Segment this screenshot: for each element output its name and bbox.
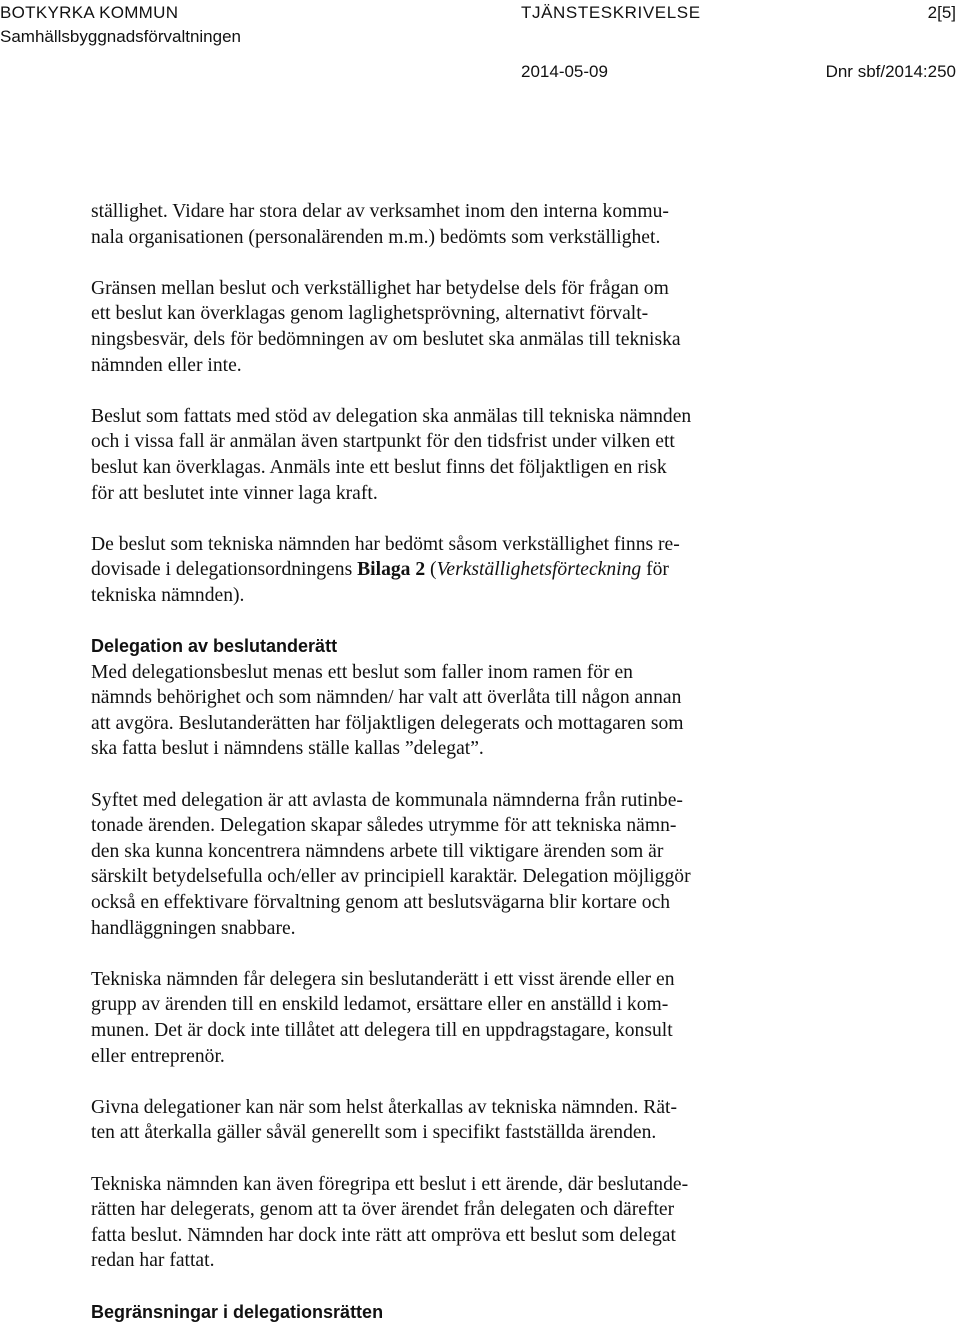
text-line: nämnden eller inte. bbox=[91, 354, 242, 376]
paragraph bbox=[91, 404, 821, 506]
text-fragment: dovisade i delegationsordningens bbox=[91, 559, 358, 581]
section-heading: Begränsningar i delegationsrätten bbox=[91, 1301, 384, 1322]
text-line: Givna delegationer kan när som helst återkallas av tekniska nämnden. Rät- bbox=[91, 1096, 677, 1118]
text-line: ningsbesvär, dels för bedömningen av om beslutet ska anmälas till tekniska bbox=[91, 328, 681, 350]
text-fragment: för bbox=[641, 559, 669, 581]
text-line: för att beslutet inte vinner laga kraft. bbox=[91, 482, 378, 504]
text-line: också en effektivare förvaltning genom att beslutsvägarna blir kortare och bbox=[91, 892, 671, 914]
text-line: Tekniska nämnden kan även föregripa ett beslut i ett ärende, där beslutande- bbox=[91, 1173, 689, 1195]
paragraph bbox=[91, 199, 821, 250]
paragraph bbox=[91, 1095, 821, 1146]
page-number: 2[5] bbox=[927, 3, 956, 22]
text-line: ten att återkalla gäller såväl generellt som i specifikt fastställda ärenden. bbox=[91, 1122, 657, 1144]
text-line: och i vissa fall är anmälan även startpunkt för den tidsfrist under vilken ett bbox=[91, 431, 675, 453]
text-line: att avgöra. Beslutanderätten har följaktligen delegerats och mottagaren som bbox=[91, 712, 684, 734]
text-line: Med delegationsbeslut menas ett beslut som faller inom ramen för en bbox=[91, 661, 633, 683]
document-type: TJÄNSTESKRIVELSE bbox=[521, 3, 701, 22]
attachment-reference: Bilaga 2 bbox=[357, 559, 426, 581]
text-line: rätten har delegerats, genom att ta över ärendet från delegaten och därefter bbox=[91, 1199, 675, 1221]
text-line: Tekniska nämnden får delegera sin beslutanderätt i ett visst ärende eller en bbox=[91, 968, 675, 990]
text-line: ett beslut kan överklagas genom laglighetsprövning, alternativt förvalt- bbox=[91, 303, 649, 325]
text-line: beslut kan överklagas. Anmäls inte ett beslut finns det följaktligen en risk bbox=[91, 456, 667, 478]
organization-name: BOTKYRKA KOMMUN bbox=[0, 3, 179, 22]
text-line: tekniska nämnden). bbox=[91, 584, 245, 606]
text-line: ska fatta beslut i nämndens ställe kallas ”delegat”. bbox=[91, 738, 484, 760]
paragraph bbox=[91, 660, 821, 762]
document-date: 2014-05-09 bbox=[521, 62, 608, 81]
text-line: De beslut som tekniska nämnden har bedömt såsom verkställighet finns re- bbox=[91, 533, 680, 555]
text-line: Gränsen mellan beslut och verkställighet har betydelse dels för frågan om bbox=[91, 277, 669, 299]
text-line bbox=[91, 557, 821, 583]
text-line: fatta beslut. Nämnden har dock inte rätt att ompröva ett beslut som delegat bbox=[91, 1224, 676, 1246]
document-body bbox=[91, 199, 821, 1325]
paragraph bbox=[91, 788, 821, 942]
text-line: grupp av ärenden till en enskild ledamot, ersättare eller en anställd i kom- bbox=[91, 994, 669, 1016]
register-reference: Verkställighetsförteckning bbox=[436, 559, 642, 581]
paragraph bbox=[91, 276, 821, 378]
paragraph bbox=[91, 967, 821, 1069]
text-line: tonade ärenden. Delegation skapar således utrymme för att tekniska nämn- bbox=[91, 815, 677, 837]
text-line: eller entreprenör. bbox=[91, 1045, 225, 1067]
text-line: nämnds behörighet och som nämnden/ har valt att överlåta till någon annan bbox=[91, 687, 682, 709]
text-line: den ska kunna koncentrera nämndens arbete till viktigare ärenden som är bbox=[91, 840, 664, 862]
document-reference: Dnr sbf/2014:250 bbox=[825, 62, 956, 81]
text-line: Syftet med delegation är att avlasta de kommunala nämnderna från rutinbe- bbox=[91, 789, 683, 811]
text-line: Beslut som fattats med stöd av delegation ska anmälas till tekniska nämnden bbox=[91, 405, 692, 427]
text-line: munen. Det är dock inte tillåtet att delegera till en uppdragstagare, konsult bbox=[91, 1020, 673, 1041]
department-name: Samhällsbyggnadsförvaltningen bbox=[0, 27, 241, 46]
text-fragment: ( bbox=[425, 559, 437, 581]
text-line: handläggningen snabbare. bbox=[91, 917, 296, 939]
paragraph bbox=[91, 532, 821, 609]
section-heading: Delegation av beslutanderätt bbox=[91, 636, 338, 657]
text-line: ställighet. Vidare har stora delar av verksamhet inom den interna kommu- bbox=[91, 201, 669, 222]
text-line: nala organisationen (personalärenden m.m.) bedömts som verkställighet. bbox=[91, 226, 661, 248]
paragraph bbox=[91, 1172, 821, 1274]
text-line: särskilt betydelsefulla och/eller av principiell karaktär. Delegation möjliggör bbox=[91, 866, 691, 888]
text-line: redan har fattat. bbox=[91, 1250, 215, 1272]
